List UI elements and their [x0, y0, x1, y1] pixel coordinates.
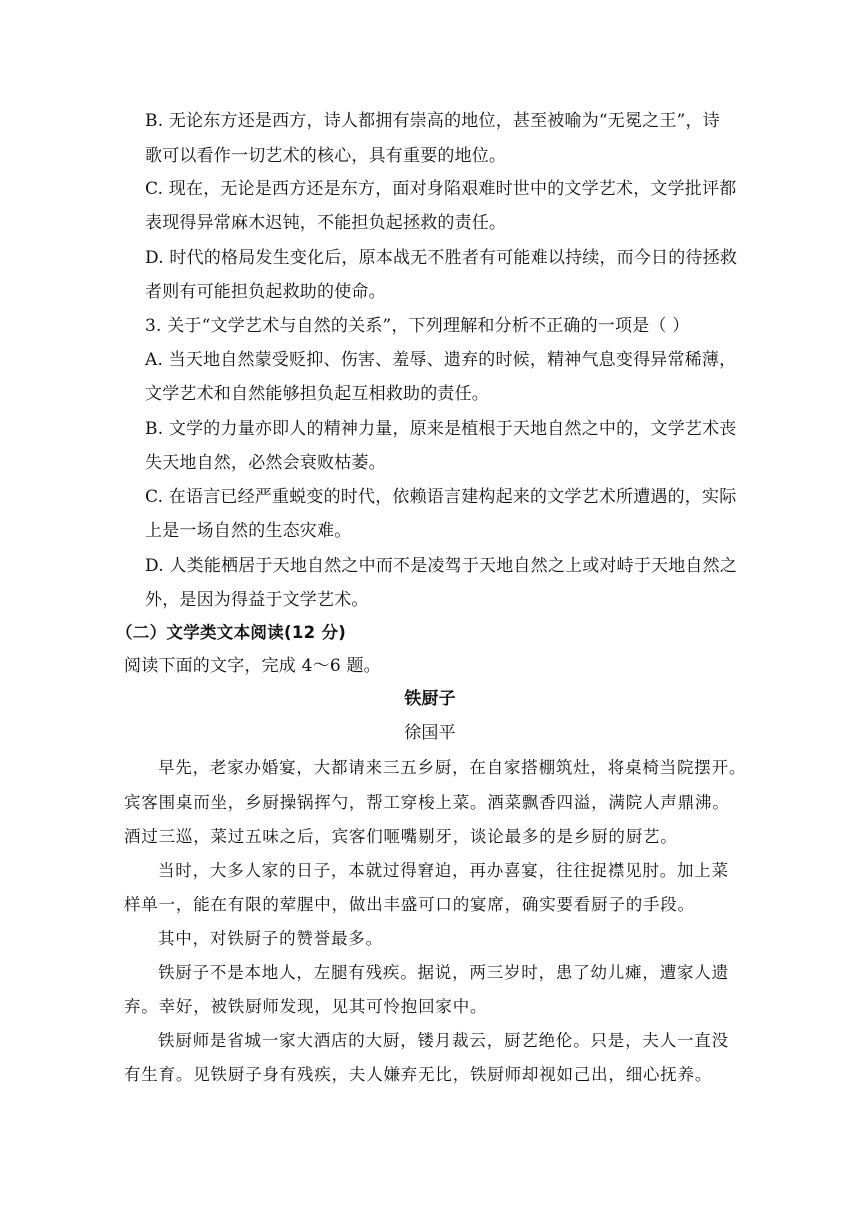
- story-paragraph-2-line-1: 当时，大多人家的日子，本就过得窘迫，再办喜宴，往往捉襟见肘。加上菜: [158, 861, 729, 880]
- q3-option-c-line-2: 上是一场自然的生态灾难。: [145, 521, 352, 541]
- story-paragraph-2-line-2: 样单一，能在有限的荤腥中，做出丰盛可口的宴席，确实要看厨子的手段。: [124, 895, 695, 914]
- question-3-stem: 3. 关于“文学艺术与自然的关系”，下列理解和分析不正确的一项是（ ）: [145, 316, 690, 336]
- q3-option-b-line-2: 失天地自然，必然会衰败枯萎。: [145, 453, 386, 473]
- q3-option-b-line-1: B. 文学的力量亦即人的精神力量，原来是植根于天地自然之中的，文学艺术丧: [145, 419, 737, 439]
- story-paragraph-5-line-1: 铁厨师是省城一家大酒店的大厨，镂月裁云，厨艺绝伦。只是，夫人一直没: [158, 1031, 729, 1050]
- section-heading: （二）文学类文本阅读(12 分): [116, 623, 347, 642]
- story-paragraph-4-line-1: 铁厨子不是本地人，左腿有残疾。据说，两三岁时，患了幼儿瘫，遭家人遗: [158, 963, 729, 982]
- q3-option-a-line-1: A. 当天地自然蒙受贬抑、伤害、羞辱、遗弃的时候，精神气息变得异常稀薄，: [145, 350, 737, 370]
- story-paragraph-1-line-1: 早先，老家办婚宴，大都请来三五乡厨，在自家搭棚筑灶，将桌椅当院摆开。: [158, 758, 747, 777]
- story-paragraph-3-line-1: 其中，对铁厨子的赞誉最多。: [158, 929, 383, 948]
- option-b-line-1: B. 无论东方还是西方，诗人都拥有崇高的地位，甚至被喻为“无冕之王”，诗: [145, 111, 720, 131]
- story-paragraph-1-line-3: 酒过三巡，菜过五味之后，宾客们咂嘴剔牙，谈论最多的是乡厨的厨艺。: [124, 827, 678, 846]
- option-c-line-2: 表现得异常麻木迟钝，不能担负起拯救的责任。: [145, 213, 507, 233]
- story-paragraph-5-line-2: 有生育。见铁厨子身有残疾，夫人嫌弃无比，铁厨师却视如己出，细心抚养。: [124, 1065, 713, 1084]
- q3-option-d-line-2: 外，是因为得益于文学艺术。: [145, 590, 369, 610]
- story-title: 铁厨子: [404, 689, 456, 709]
- option-b-line-2: 歌可以看作一切艺术的核心，具有重要的地位。: [145, 146, 507, 166]
- q3-option-c-line-1: C. 在语言已经严重蜕变的时代，依赖语言建构起来的文学艺术所遭遇的，实际: [145, 487, 737, 507]
- instruction-text: 阅读下面的文字，完成 4～6 题。: [124, 656, 381, 676]
- story-paragraph-1-line-2: 宾客围桌而坐，乡厨操锅挥勺，帮工穿梭上菜。酒菜飘香四溢，满院人声鼎沸。: [124, 793, 730, 812]
- story-author: 徐国平: [404, 723, 456, 743]
- option-d-line-2: 者则有可能担负起救助的使命。: [145, 282, 386, 302]
- story-paragraph-4-line-2: 弃。幸好，被铁厨师发现，见其可怜抱回家中。: [124, 997, 488, 1016]
- option-d-line-1: D. 时代的格局发生变化后，原本战无不胜者有可能难以持续，而今日的待拯救: [145, 248, 738, 268]
- q3-option-d-line-1: D. 人类能栖居于天地自然之中而不是凌驾于天地自然之上或对峙于天地自然之: [145, 556, 738, 576]
- option-c-line-1: C. 现在，无论是西方还是东方，面对身陷艰难时世中的文学艺术，文学批评都: [145, 179, 737, 199]
- q3-option-a-line-2: 文学艺术和自然能够担负起互相救助的责任。: [145, 384, 489, 404]
